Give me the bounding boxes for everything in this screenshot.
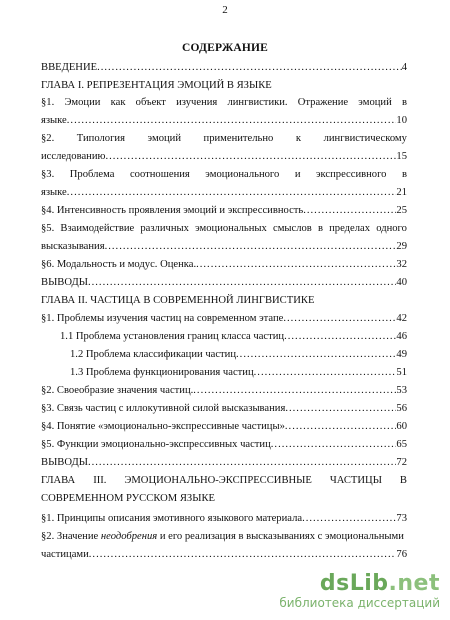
toc-entry-ch3-s1[interactable]: §1. Принципы описания эмотивного языкового материала ..... 73 (41, 511, 407, 527)
toc-chapter-2-title[interactable]: ГЛАВА II. ЧАСТИЦА В СОВРЕМЕННОЙ ЛИНГВИСТИКЕ (41, 295, 315, 306)
toc-word: эмоционального (205, 169, 280, 180)
toc-word: объект (135, 97, 166, 108)
toc-entry-intro[interactable]: ВВЕДЕНИЕ ..... 4 (41, 60, 407, 76)
toc-word: как (110, 97, 126, 108)
toc-word: применительно (203, 133, 274, 144)
toc-entry-ch2-s3[interactable]: §3. Связь частиц с иллокутивной силой высказывания ..... 56 (41, 401, 407, 417)
toc-word: к (295, 133, 302, 144)
toc-entry-ch2-s5[interactable]: §5. Функции эмоционально-экспрессивных частиц ..... 65 (41, 437, 407, 453)
toc-word: §2. (41, 133, 55, 144)
toc-entry-ch2-conclusions[interactable]: ВЫВОДЫ ..... 72 (41, 455, 407, 471)
toc-entry-ch3-s2-line2[interactable]: частицами ..... 76 (41, 547, 407, 563)
toc-entry-ch3-s2-line1[interactable]: §2. Значение неодобрения и его реализация в высказываниях с эмоциональными (41, 531, 404, 542)
toc-word: в (401, 97, 407, 108)
toc-word: Взаимодействие (60, 223, 135, 234)
toc-entry-ch1-s3-line1[interactable] (41, 167, 407, 183)
page-title: СОДЕРЖАНИЕ (181, 42, 269, 54)
toc-word: В (399, 475, 407, 486)
toc-entry-ch2-s1-3[interactable]: 1.3 Проблема функционирования частиц ..... 51 (70, 365, 407, 381)
toc-entry-ch1-s4[interactable]: §4. Интенсивность проявления эмоций и экспрессивность ..... 25 (41, 203, 407, 219)
toc-entry-ch1-s3-line2[interactable]: языке ..... 21 (41, 185, 407, 201)
toc-word: лингвистики. (227, 97, 288, 108)
toc-word: ЧАСТИЦЫ (329, 475, 382, 486)
toc-word: различных (140, 223, 189, 234)
toc-word: соотношения (129, 169, 190, 180)
toc-word: §5. (41, 223, 55, 234)
toc-entry-ch2-s4[interactable]: §4. Понятие «эмоционально-экспрессивные частицы» ..... 60 (41, 419, 407, 435)
toc-entry-ch1-s2-line2[interactable]: исследованию ..... 15 (41, 149, 407, 165)
toc-word: Отражение (297, 97, 349, 108)
toc-entry-ch2-s1-2[interactable]: 1.2 Проблема классификации частиц ..... 49 (70, 347, 407, 363)
toc-entry-ch1-s5-line1[interactable] (41, 221, 407, 237)
toc-word: лингвистическому (323, 133, 407, 144)
toc-word: одного (376, 223, 407, 234)
toc-chapter-3-title-line1[interactable] (41, 473, 407, 489)
toc-word: ГЛАВА (41, 475, 76, 486)
toc-word: экспрессивного (315, 169, 387, 180)
toc-word: §3. (41, 169, 55, 180)
toc-entry-ch1-s1-line1[interactable] (41, 95, 407, 111)
toc-word: Эмоции (64, 97, 101, 108)
toc-word: III. (93, 475, 107, 486)
toc-chapter-1-title[interactable]: ГЛАВА I. РЕПРЕЗЕНТАЦИЯ ЭМОЦИЙ В ЯЗЫКЕ (41, 80, 272, 91)
toc-word: изучения (176, 97, 218, 108)
toc-entry-ch1-s2-line1[interactable] (41, 131, 407, 147)
watermark-caption: библиотека диссертаций (279, 596, 440, 610)
page-number: 2 (222, 4, 228, 16)
toc-word: смыслов (273, 223, 312, 234)
toc-entry-ch1-conclusions[interactable]: ВЫВОДЫ ..... 40 (41, 275, 407, 291)
toc-entry-ch2-s1[interactable]: §1. Проблемы изучения частиц на современном этапе ..... 42 (41, 311, 407, 327)
toc-entry-ch1-s1-line2[interactable]: языке ..... 10 (41, 113, 407, 129)
watermark-logo: dsLib.net (319, 571, 440, 596)
toc-chapter-3-title-line2[interactable]: СОВРЕМЕННОМ РУССКОМ ЯЗЫКЕ (41, 493, 215, 504)
toc-entry-ch1-s6[interactable]: §6. Модальность и модус. Оценка. ..... 32 (41, 257, 407, 273)
toc-word: и (294, 169, 301, 180)
toc-word: §1. (41, 97, 55, 108)
toc-word: ЭМОЦИОНАЛЬНО-ЭКСПРЕССИВНЫЕ (124, 475, 312, 486)
toc-word: Типология (76, 133, 125, 144)
toc-entry-ch1-s5-line2[interactable]: высказывания ..... 29 (41, 239, 407, 255)
toc-entry-ch2-s2[interactable]: §2. Своеобразие значения частиц. ..... 53 (41, 383, 407, 399)
toc-word: эмоций (147, 133, 181, 144)
toc-word: в (401, 169, 407, 180)
toc-word: в (317, 223, 323, 234)
toc-word: Проблема (69, 169, 115, 180)
toc-word: эмоциональных (195, 223, 267, 234)
site-watermark (279, 572, 440, 610)
toc-word: эмоций (358, 97, 392, 108)
toc-entry-ch2-s1-1[interactable]: 1.1 Проблема установления границ класса частиц ..... 46 (60, 329, 407, 345)
toc-word: пределах (329, 223, 371, 234)
